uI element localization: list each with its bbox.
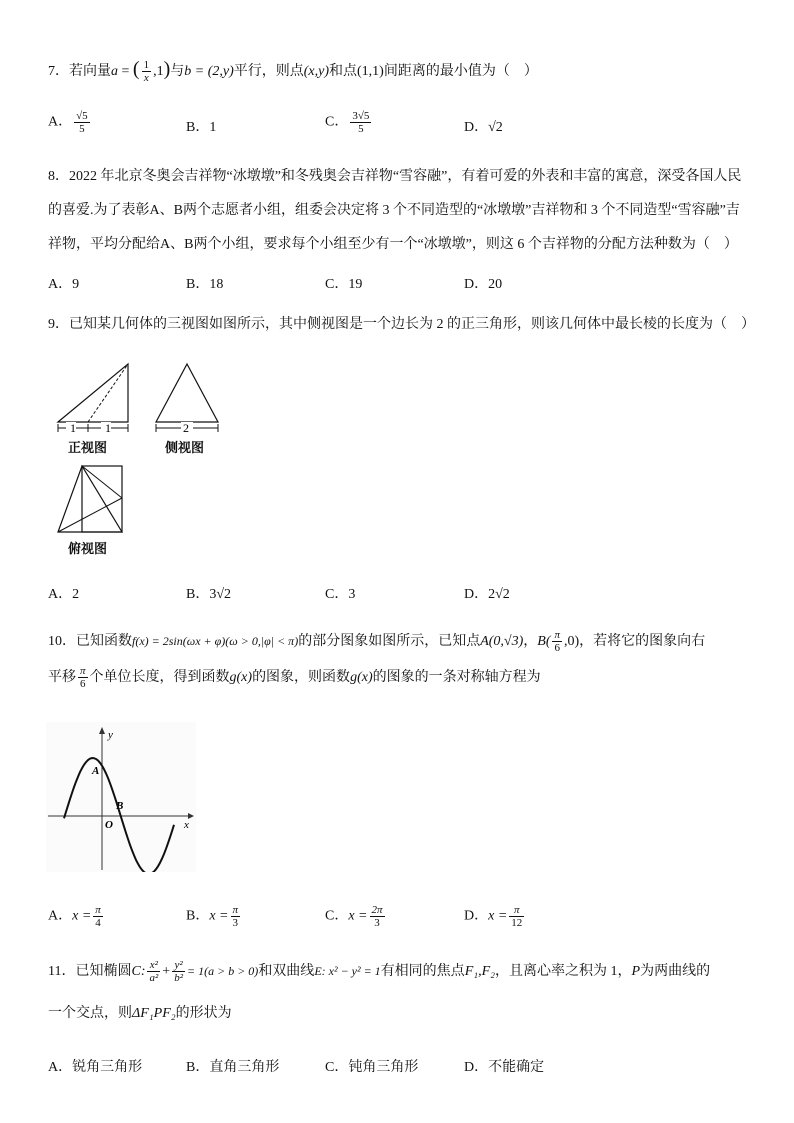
q8-option-d: D．20 xyxy=(464,277,503,292)
q11-option-a: A．锐角三角形 xyxy=(48,1060,143,1075)
front-dim-1b: 1 xyxy=(105,421,111,435)
q10-line1: 10．已知函数f(x) = 2sin(ωx + φ)(ω > 0,|φ| < π)的部分图象如图所示，已知点A(0,√3)，B( $\frac{\pi}{6}$ ,0)，若将它的图象向右 xyxy=(48,629,706,655)
q7-text-post3: 间距离的最小值为（ ） xyxy=(383,64,538,79)
q11-option-c: C．钝角三角形 xyxy=(325,1060,419,1075)
graph-origin: O xyxy=(105,819,113,831)
q7-text-mid: 与 xyxy=(170,64,185,79)
q8-line1: 8．2022 年北京冬奥会吉祥物“冰墩墩”和冬残奥会吉祥物“雪容融”，有着可爱的外表和丰富的寓意，深受各国人民 xyxy=(48,169,742,184)
q8-line3: 祥物，平均分配给A、B两个小组，要求每个小组至少有一个“冰墩墩”，则这 6 个吉祥物的分配方法种数为（ ） xyxy=(48,237,738,252)
front-view-caption: 正视图 xyxy=(68,441,108,456)
q7-a-after: ,1 xyxy=(153,64,164,79)
q9-line1: 9．已知某几何体的三视图如图所示，其中侧视图是一个边长为 2 的正三角形，则该几何体中最长棱的长度为（ ） xyxy=(48,317,755,332)
q10-line2: 平移 $\frac{\pi}{6}$ 个单位长度，得到函数g(x)的图象，则函数g(x)的图象的一条对称轴方程为 xyxy=(48,665,541,691)
q7-b-eq: = (2,y) xyxy=(191,64,234,79)
q7-number: 7． xyxy=(48,64,69,79)
top-view-caption: 俯视图 xyxy=(68,542,108,557)
graph-point-a: A xyxy=(92,765,100,777)
q7-option-d: D．√2 xyxy=(464,120,503,135)
q7-option-b: B．1 xyxy=(186,120,217,135)
q10-option-a: A．x = $\frac{\pi}{4}$ xyxy=(48,904,101,929)
q10-sine-graph xyxy=(46,722,196,872)
q8-line2: 的喜爱.为了表彰A、B两个志愿者小组，组委会决定将 3 个不同造型的“冰墩墩”吉祥物和 3 个不同造型“雪容融”吉 xyxy=(48,203,740,218)
question-11 xyxy=(48,956,754,1029)
q9-option-d: D．2√2 xyxy=(464,587,510,602)
q10-point-b-pre: B( xyxy=(537,634,551,649)
q10-option-d: D．x = $\frac{\pi}{12}$ xyxy=(464,904,523,929)
three-view-front-side xyxy=(52,358,242,440)
q11-option-b: B．直角三角形 xyxy=(186,1060,280,1075)
q7-text-pre: 若向量 xyxy=(69,64,111,79)
q7-a-fraction: $\frac{1}{x}$ xyxy=(143,59,150,85)
q10-point-a: A(0,√3) xyxy=(480,634,524,649)
top-view-outer-triangle xyxy=(58,466,122,532)
side-view-triangle xyxy=(156,364,218,422)
graph-point-b: B xyxy=(116,800,124,812)
q7-text-post2: 和点 xyxy=(329,64,358,79)
q10-option-c: C．x = $\frac{2\pi}{3}$ xyxy=(325,904,383,929)
q8-option-b: B．18 xyxy=(186,277,224,292)
q7-point2: (1,1) xyxy=(357,64,384,79)
question-7: 7．若向量a = ( $\frac{1}{x}$ ,1)与b = (2,y)平行，则点(x,y)和点(1,1)间距离的最小值为（ ） xyxy=(48,58,538,85)
q7-point1: (x,y) xyxy=(303,64,330,79)
q7-text-post1: 平行，则点 xyxy=(233,64,304,79)
graph-y-label: y xyxy=(108,729,113,741)
front-view-dashed-edge xyxy=(88,364,128,422)
q7-a-eq: = xyxy=(118,64,133,79)
q8-option-c: C．19 xyxy=(325,277,363,292)
q11-option-d: D．不能确定 xyxy=(464,1060,545,1075)
q11-line1: 11．已知椭圆C: $\frac{\text{x²}}{\text{a²}}$ + $\frac{\text{y²}}{\text{b²}}$ = 1(a > b > 0)和双曲线E: x² − y² = 1有相同的焦点F₁,F₂，且离心率之积为 1，P为两曲线的 xyxy=(48,959,711,985)
graph-x-label: x xyxy=(184,819,189,831)
question-10 xyxy=(48,626,754,693)
side-dim-2: 2 xyxy=(183,421,189,435)
q7-option-c: C． $\frac{3√5}{5}$ xyxy=(325,110,370,135)
q7-option-a: A． $\frac{√5}{5}$ xyxy=(48,110,88,135)
q11-line2: 一个交点，则ΔF₁PF₂的形状为 xyxy=(48,1006,232,1021)
front-dim-1a: 1 xyxy=(70,421,76,435)
front-view-triangle xyxy=(58,364,128,422)
q9-option-b: B．3√2 xyxy=(186,587,232,602)
q10-option-b: B．x = $\frac{\pi}{3}$ xyxy=(186,904,239,929)
q7-vector-b: b xyxy=(184,64,192,79)
question-9 xyxy=(48,308,754,342)
three-view-top xyxy=(52,462,132,534)
question-8 xyxy=(48,160,754,262)
side-view-caption: 侧视图 xyxy=(165,441,205,456)
q9-option-c: C．3 xyxy=(325,587,356,602)
q9-option-a: A．2 xyxy=(48,587,80,602)
q10-function: f(x) = 2sin(ωx + φ)(ω > 0,|φ| < π) xyxy=(132,634,299,648)
q7-vector-a: a xyxy=(111,64,118,79)
q8-option-a: A．9 xyxy=(48,277,80,292)
